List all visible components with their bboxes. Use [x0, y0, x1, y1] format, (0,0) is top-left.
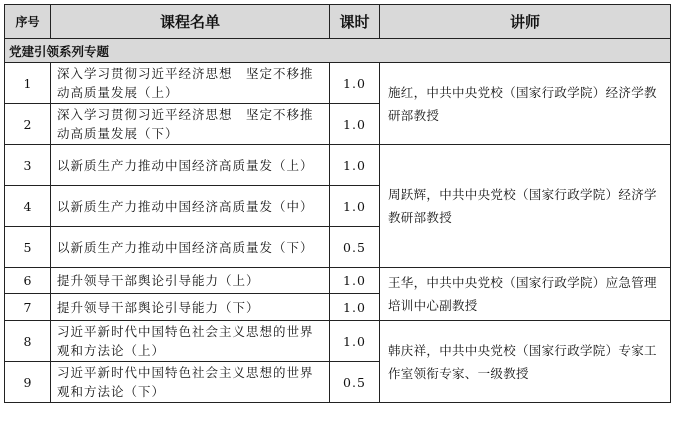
header-num: 序号: [5, 5, 51, 39]
row-num: 8: [5, 321, 51, 362]
course-table: [4, 4, 671, 403]
row-course: 习近平新时代中国特色社会主义思想的世界观和方法论（上）: [51, 321, 330, 362]
row-hours: 0.5: [330, 362, 380, 403]
header-row: [5, 5, 671, 39]
table-row: [5, 63, 671, 104]
section-row: [5, 39, 671, 63]
table-row: [5, 321, 671, 362]
row-course: 深入学习贯彻习近平经济思想 坚定不移推动高质量发展（下）: [51, 104, 330, 145]
section-title: 党建引领系列专题: [5, 39, 671, 63]
row-hours: 1.0: [330, 104, 380, 145]
row-num: 5: [5, 227, 51, 268]
header-course: 课程名单: [51, 5, 330, 39]
row-num: 3: [5, 145, 51, 186]
row-num: 7: [5, 294, 51, 321]
lecturer-cell: 韩庆祥，中共中央党校（国家行政学院）专家工作室领衔专家、一级教授: [380, 321, 671, 403]
row-num: 9: [5, 362, 51, 403]
row-hours: 1.0: [330, 321, 380, 362]
row-hours: 1.0: [330, 145, 380, 186]
row-num: 2: [5, 104, 51, 145]
row-course: 深入学习贯彻习近平经济思想 坚定不移推动高质量发展（上）: [51, 63, 330, 104]
lecturer-cell: 周跃辉，中共中央党校（国家行政学院）经济学教研部教授: [380, 145, 671, 268]
row-course: 习近平新时代中国特色社会主义思想的世界观和方法论（下）: [51, 362, 330, 403]
row-num: 6: [5, 268, 51, 294]
row-hours: 1.0: [330, 63, 380, 104]
lecturer-cell: 施红，中共中央党校（国家行政学院）经济学教研部教授: [380, 63, 671, 145]
row-course: 提升领导干部舆论引导能力（上）: [51, 268, 330, 294]
header-hours: 课时: [330, 5, 380, 39]
row-num: 1: [5, 63, 51, 104]
row-hours: 1.0: [330, 294, 380, 321]
row-hours: 1.0: [330, 268, 380, 294]
row-hours: 1.0: [330, 186, 380, 227]
row-course: 以新质生产力推动中国经济高质量发（中）: [51, 186, 330, 227]
row-hours: 0.5: [330, 227, 380, 268]
row-course: 提升领导干部舆论引导能力（下）: [51, 294, 330, 321]
row-course: 以新质生产力推动中国经济高质量发（下）: [51, 227, 330, 268]
table-row: [5, 145, 671, 186]
row-num: 4: [5, 186, 51, 227]
table-row: [5, 268, 671, 294]
row-course: 以新质生产力推动中国经济高质量发（上）: [51, 145, 330, 186]
header-lecturer: 讲师: [380, 5, 671, 39]
lecturer-cell: 王华，中共中央党校（国家行政学院）应急管理培训中心副教授: [380, 268, 671, 321]
